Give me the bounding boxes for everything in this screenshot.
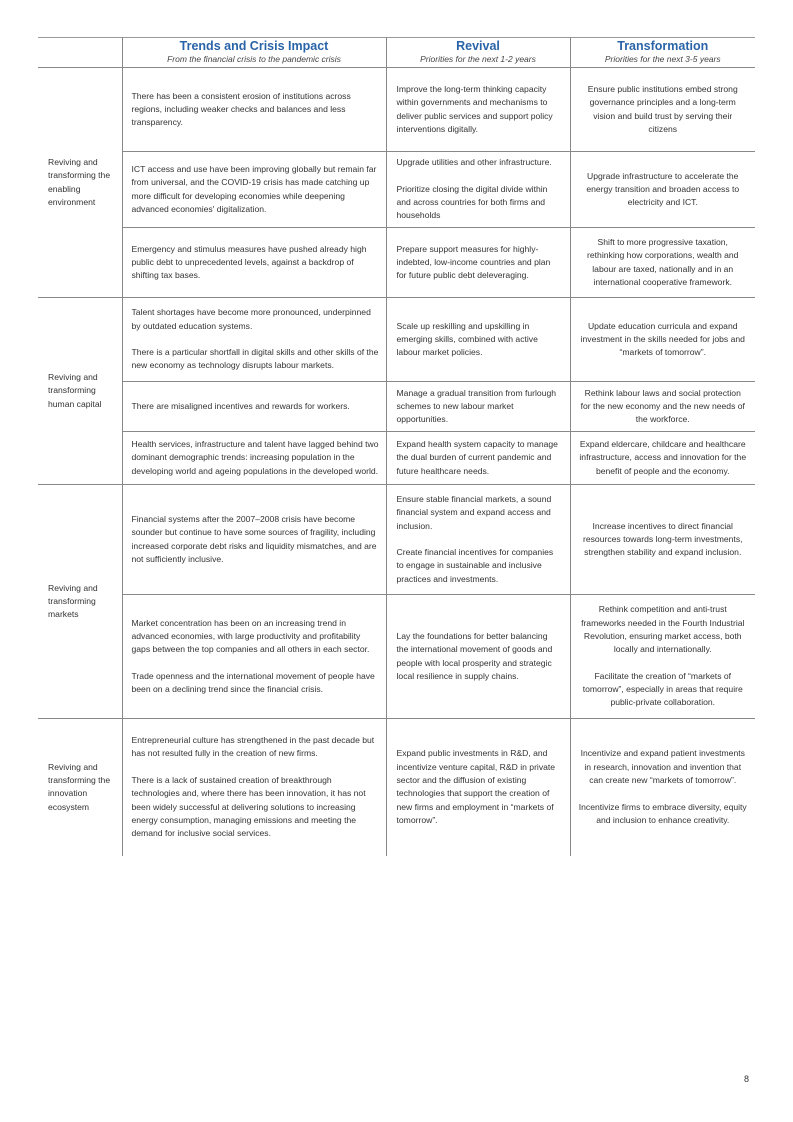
trend-cell-paragraph: Trade openness and the international movement of people have been on a declining trend since the financial crisis. <box>131 670 375 695</box>
transformation-cell-paragraph: Facilitate the creation of “markets of tomorrow”, especially in areas that require public-private collaboration. <box>582 670 743 708</box>
revival-cell-paragraph: Prioritize closing the digital divide within and across countries for both firms and households <box>396 183 548 221</box>
revival-cell <box>386 719 570 856</box>
transformation-cell-paragraph: Update education curricula and expand investment in the skills needed for jobs and “markets of tomorrow”. <box>580 320 745 358</box>
trend-cell <box>122 485 386 595</box>
table-row <box>38 432 755 485</box>
transformation-cell <box>570 228 755 298</box>
table-row <box>38 595 755 719</box>
revival-cell <box>386 485 570 595</box>
header-revival-title: Revival <box>456 39 500 53</box>
trend-cell <box>122 432 386 485</box>
transformation-cell <box>570 152 755 228</box>
trend-cell-paragraph: Health services, infrastructure and talent have lagged behind two dominant demographic trends: increasing population in the developing world and ageing populations in the developed world. <box>131 439 379 476</box>
transformation-cell <box>570 382 755 432</box>
revival-cell-paragraph: Improve the long-term thinking capacity within governments and mechanisms to deliver public services and support policy interventions digitally. <box>396 83 553 134</box>
trend-cell <box>122 152 386 228</box>
table-row <box>38 485 755 595</box>
page-number: 8 <box>744 1074 750 1084</box>
header-revival <box>386 38 570 68</box>
header-trends-title: Trends and Crisis Impact <box>179 39 329 53</box>
revival-cell-paragraph: Upgrade utilities and other infrastructure. <box>396 157 552 168</box>
header-blank <box>38 38 122 68</box>
revival-cell-paragraph: Manage a gradual transition from furlough schemes to new labour market opportunities. <box>396 387 557 425</box>
header-transformation-subtitle: Priorities for the next 3-5 years <box>604 54 721 64</box>
revival-cell <box>386 228 570 298</box>
revival-cell-paragraph: Scale up reskilling and upskilling in emerging skills, combined with active labour market policies. <box>396 320 538 358</box>
transformation-cell-paragraph: Expand eldercare, childcare and healthcare infrastructure, access and innovation for the benefit of people and the economy. <box>579 439 747 476</box>
table-row <box>38 298 755 382</box>
section-label: Reviving and transforming markets <box>38 485 122 719</box>
trend-cell-paragraph: Financial systems after the 2007–2008 crisis have become sounder but continue to have some sources of fragility, including increased corporate debt risks and liquidity mismatches, and are not sufficiently inclusive. <box>131 513 377 564</box>
header-trends-subtitle: From the financial crisis to the pandemic crisis <box>167 54 341 64</box>
revival-cell-paragraph: Create financial incentives for companies to engage in sustainable and inclusive practices and investments. <box>396 547 554 584</box>
table-row <box>38 719 755 856</box>
trend-cell <box>122 228 386 298</box>
section-label: Reviving and transforming the enabling environment <box>38 68 122 298</box>
trend-cell <box>122 719 386 856</box>
transformation-cell-paragraph: Ensure public institutions embed strong governance principles and a long-term vision and build trust by serving their citizens <box>587 83 738 134</box>
transformation-cell <box>570 719 755 856</box>
transformation-cell <box>570 595 755 719</box>
trend-cell-paragraph: There is a particular shortfall in digital skills and other skills of the new economy as technology disrupts labour markets. <box>131 347 379 371</box>
transformation-cell-paragraph: Rethink competition and anti-trust frameworks needed in the Fourth Industrial Revolution, ensuring market access, both locally and internationally. <box>581 604 745 655</box>
revival-cell-paragraph: Prepare support measures for highly-indebted, low-income countries and plan for future public debt deleveraging. <box>396 243 551 281</box>
transformation-cell-paragraph: Rethink labour laws and social protection for the new economy and the new needs of the workforce. <box>580 387 745 425</box>
table-header <box>38 38 755 68</box>
revival-cell <box>386 432 570 485</box>
trend-cell-paragraph: Talent shortages have become more pronounced, underpinned by outdated education systems. <box>131 307 371 331</box>
revival-cell <box>386 382 570 432</box>
transformation-cell <box>570 298 755 382</box>
trend-cell-paragraph: There has been a consistent erosion of institutions across regions, including weaker checks and balances and less transparency. <box>131 90 351 128</box>
trend-cell <box>122 68 386 152</box>
trend-cell-paragraph: Market concentration has been on an increasing trend in advanced economies, with large productivity and profitability gaps between the top companies and all others in each sector. <box>131 617 370 655</box>
revival-cell-paragraph: Lay the foundations for better balancing the international movement of goods and people with local prosperity and strategic local resilience in supply chains. <box>396 630 553 681</box>
trend-cell <box>122 595 386 719</box>
section-label: Reviving and transforming the innovation ecosystem <box>38 719 122 856</box>
transformation-cell-paragraph: Incentivize and expand patient investments in research, innovation and invention that can create new “markets of tomorrow”. <box>580 748 745 785</box>
trend-cell <box>122 382 386 432</box>
trend-cell-paragraph: There is a lack of sustained creation of breakthrough technologies and, where there has been innovation, it has not been widely successful at delivering solutions to increasing energy consumption, managing emissions and meeting the demand for inclusive social services. <box>131 774 366 839</box>
table-body <box>38 68 755 856</box>
section-label: Reviving and transforming human capital <box>38 298 122 485</box>
table-row <box>38 228 755 298</box>
trend-cell <box>122 298 386 382</box>
revival-cell <box>386 595 570 719</box>
revival-cell-paragraph: Ensure stable financial markets, a sound financial system and expand access and inclusion. <box>396 493 552 531</box>
trend-cell-paragraph: ICT access and use have been improving globally but remain far from universal, and the COVID-19 crisis has made catching up more difficult for developing economies while deepening advanced economies' digitalization. <box>131 163 377 214</box>
revival-cell-paragraph: Expand public investments in R&D, and incentivize venture capital, R&D in private sector and the diffusion of existing technologies that support the creation of new firms and employment in “markets of tomorrow”. <box>396 748 556 825</box>
trend-cell-paragraph: Entrepreneurial culture has strengthened in the past decade but has not resulted fully in the creation of new firms. <box>131 735 375 759</box>
table-row <box>38 382 755 432</box>
transformation-cell-paragraph: Increase incentives to direct financial resources towards long-term investments, strengthen stability and expand inclusion. <box>582 520 743 558</box>
revival-cell <box>386 298 570 382</box>
header-trends <box>122 38 386 68</box>
transformation-cell <box>570 68 755 152</box>
header-transformation <box>570 38 755 68</box>
trend-cell-paragraph: There are misaligned incentives and rewards for workers. <box>131 400 350 411</box>
transformation-cell-paragraph: Incentivize firms to embrace diversity, equity and inclusion to enhance creativity. <box>578 801 747 825</box>
table-row <box>38 68 755 152</box>
revival-cell <box>386 152 570 228</box>
transformation-cell-paragraph: Upgrade infrastructure to accelerate the energy transition and broaden access to electricity and ICT. <box>586 170 740 208</box>
trend-cell-paragraph: Emergency and stimulus measures have pushed already high public debt to unprecedented levels, against a backdrop of shifting tax bases. <box>131 243 367 281</box>
table-row <box>38 152 755 228</box>
revival-cell-paragraph: Expand health system capacity to manage the dual burden of current pandemic and future healthcare needs. <box>396 439 558 476</box>
priorities-table <box>38 37 755 856</box>
header-revival-subtitle: Priorities for the next 1-2 years <box>420 54 536 64</box>
revival-cell <box>386 68 570 152</box>
transformation-cell-paragraph: Shift to more progressive taxation, rethinking how corporations, wealth and labour are taxed, nationally and in an international cooperative framework. <box>587 236 739 287</box>
transformation-cell <box>570 432 755 485</box>
transformation-cell <box>570 485 755 595</box>
header-transformation-title: Transformation <box>617 39 709 53</box>
